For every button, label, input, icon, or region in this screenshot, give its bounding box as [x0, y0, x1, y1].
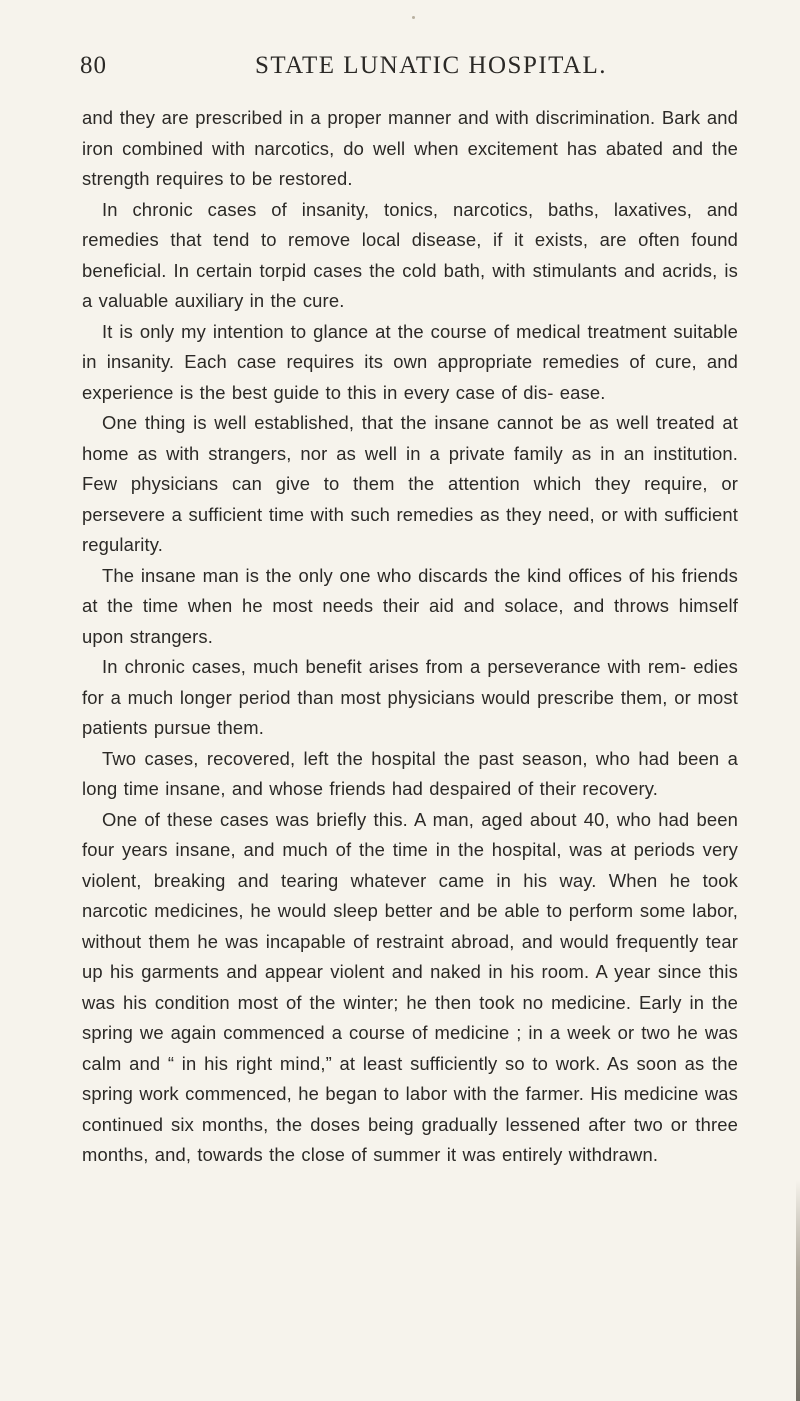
paragraph-2: In chronic cases of insanity, tonics, narcotics, baths, laxatives, and remedies that tend to remove local disease, if it exists, are often found beneficial. In certain torpid cases the cold bath, with stimulants and acrids, is a valuable auxiliary in the cure.	[82, 198, 738, 311]
paragraph-5: The insane man is the only one who discards the kind offices of his friends at the time when he most needs their aid and solace, and throws himself upon strangers.	[82, 564, 738, 647]
paragraph-3: It is only my intention to glance at the course of medical treatment suitable in insanity. Each case requires its own appropriate remedies of cure, and experience is the best guide to this in every case of dis- ease.	[82, 320, 738, 403]
running-head: STATE LUNATIC HOSPITAL.	[255, 52, 608, 79]
paragraph-8: One of these cases was briefly this. A man, aged about 40, who had been four years insane, and much of the time in the hospital, was at periods very violent, breaking and tearing whatever came in his way. When he took narcotic medicines, he would sleep better and be able to perform some labor, without them he was incapable of restraint abroad, and would frequently tear up his garments and appear violent and naked in his room. A year since this was his condition most of the winter; he then took no medicine. Early in the spring we again commenced a course of medicine ; in a week or two he was calm and “ in his right mind,” at least sufficiently so to work. As soon as the spring work commenced, he began to labor with the farmer. His medicine was continued six months, the doses being gradually lessened after two or three months, and, towards the close of summer it was entirely withdrawn.	[82, 808, 738, 1165]
paragraph-4: One thing is well established, that the insane cannot be as well treated at home as with strangers, nor as well in a private family as in an institution. Few physicians can give to them the attention which they require, or persevere a sufficient time with such remedies as they need, or with sufficient regularity.	[82, 412, 738, 555]
paragraph-7: Two cases, recovered, left the hospital the past season, who had been a long time insane, and whose friends had despaired of their recovery.	[82, 747, 738, 799]
body-text	[82, 103, 738, 1171]
page-edge-shadow	[796, 1180, 800, 1401]
paragraph-1: and they are prescribed in a proper manner and with discrimination. Bark and iron combined with narcotics, do well when excitement has abated and the strength requires to be restored.	[82, 107, 738, 189]
paper-speck	[412, 16, 415, 19]
paragraph-6: In chronic cases, much benefit arises from a perseverance with rem- edies for a much longer period than most physicians would prescribe them, or most patients pursue them.	[82, 656, 738, 738]
page-number: 80	[80, 52, 107, 79]
page-header	[0, 52, 800, 92]
